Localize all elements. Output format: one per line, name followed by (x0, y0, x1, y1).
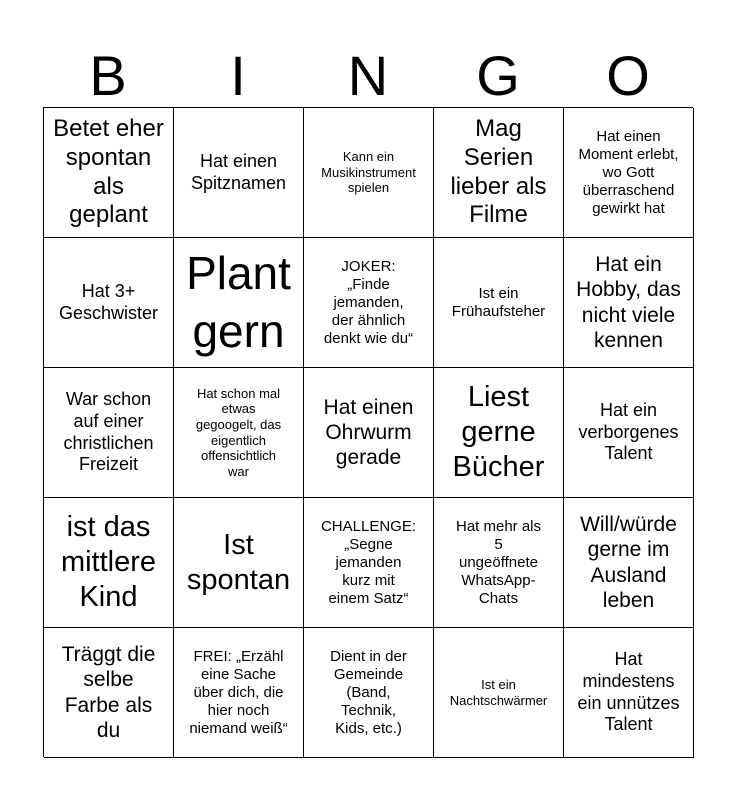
bingo-cell[interactable]: Hat einen Moment erlebt, wo Gott überraschend gewirkt hat (564, 108, 694, 238)
bingo-cell[interactable]: Hat mehr als 5 ungeöffnete WhatsApp- Chats (434, 498, 564, 628)
bingo-cell[interactable]: War schon auf einer christlichen Freizeit (44, 368, 174, 498)
bingo-cell[interactable]: Ist ein Nachtschwärmer (434, 628, 564, 758)
bingo-cell[interactable]: Mag Serien lieber als Filme (434, 108, 564, 238)
bingo-cell[interactable]: Hat 3+ Geschwister (44, 238, 174, 368)
bingo-cell[interactable]: Hat schon mal etwas gegoogelt, das eigentlich offensichtlich war (174, 368, 304, 498)
bingo-cell[interactable]: Hat ein Hobby, das nicht viele kennen (564, 238, 694, 368)
header-letter-n: N (347, 44, 389, 107)
bingo-cell[interactable]: Hat mindestens ein unnützes Talent (564, 628, 694, 758)
bingo-grid (43, 107, 693, 757)
header-letter-o: O (606, 44, 650, 107)
bingo-header (43, 44, 693, 108)
bingo-cell[interactable]: Dient in der Gemeinde (Band, Technik, Kids, etc.) (304, 628, 434, 758)
bingo-cell[interactable]: Träggt die selbe Farbe als du (44, 628, 174, 758)
bingo-cell[interactable]: Plant gern (174, 238, 304, 368)
bingo-cell[interactable]: Hat einen Ohrwurm gerade (304, 368, 434, 498)
bingo-cell[interactable]: Hat ein verborgenes Talent (564, 368, 694, 498)
bingo-cell[interactable]: CHALLENGE: „Segne jemanden kurz mit einem Satz“ (304, 498, 434, 628)
header-letter-g: G (476, 44, 520, 107)
bingo-cell[interactable]: Ist spontan (174, 498, 304, 628)
bingo-cell[interactable]: Liest gerne Bücher (434, 368, 564, 498)
bingo-cell[interactable]: FREI: „Erzähl eine Sache über dich, die hier noch niemand weiß“ (174, 628, 304, 758)
bingo-cell[interactable]: JOKER: „Finde jemanden, der ähnlich denkt wie du“ (304, 238, 434, 368)
bingo-cell[interactable]: ist das mittlere Kind (44, 498, 174, 628)
bingo-cell[interactable]: Betet eher spontan als geplant (44, 108, 174, 238)
header-letter-i: I (230, 44, 246, 107)
bingo-cell[interactable]: Kann ein Musikinstrument spielen (304, 108, 434, 238)
header-letter-b: B (89, 44, 127, 107)
bingo-cell[interactable]: Will/würde gerne im Ausland leben (564, 498, 694, 628)
bingo-cell[interactable]: Ist ein Frühaufsteher (434, 238, 564, 368)
bingo-cell[interactable]: Hat einen Spitznamen (174, 108, 304, 238)
